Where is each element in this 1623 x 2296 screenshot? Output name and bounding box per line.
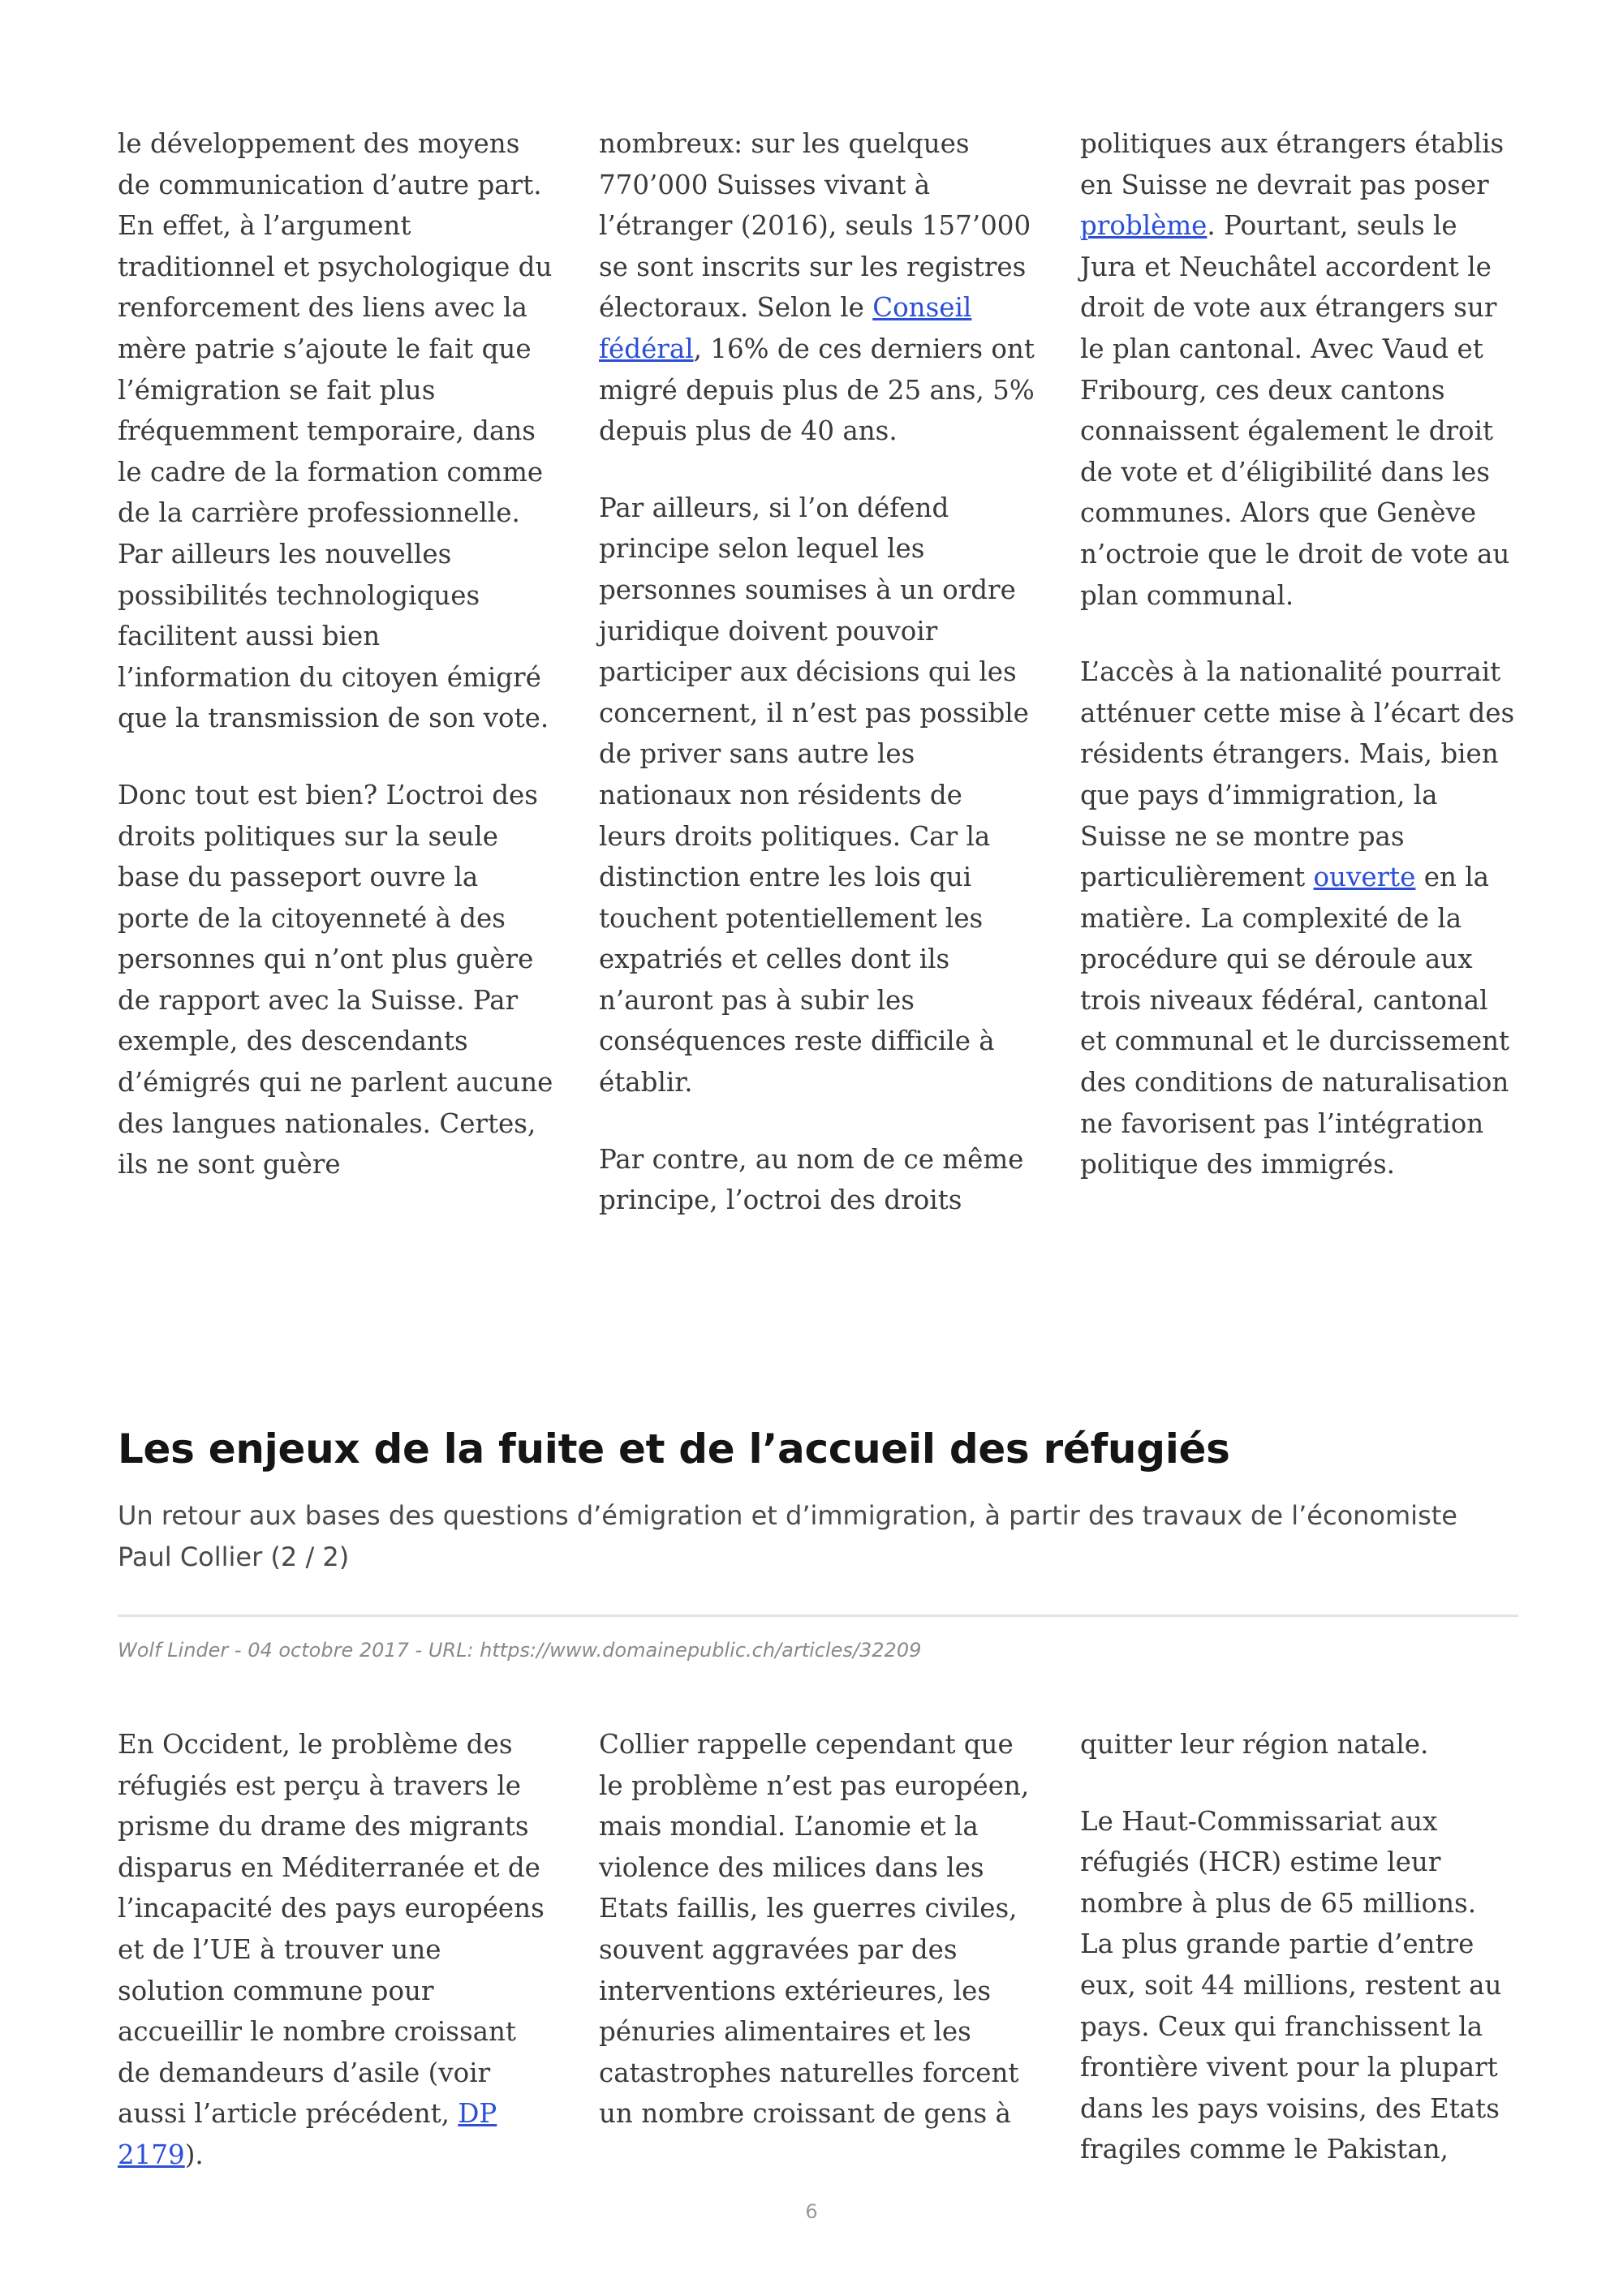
paragraph: le développement des moyens de communication d’autre part. En effet, à l’argument traditionnel et psychologique du renforcement des liens avec la mère patrie s’ajoute le fait que l’émigration se fait plus fréquemment temporaire, dans le cadre de la formation comme de la carrière professionnelle. Par ailleurs les nouvelles possibilités technologiques facilitent aussi bien l’information du citoyen émigré que la transmission de son vote. bbox=[118, 128, 553, 734]
paragraph: Donc tout est bien? L’octroi des droits politiques sur la seule base du passeport ouvre la porte de la citoyenneté à des personnes qui n’ont plus guère de rapport avec la Suisse. Par exemple, des descendants d’émigrés qui ne parlent aucune des langues nationales. Certes, ils ne sont guère bbox=[118, 779, 553, 1180]
dp-2179-link[interactable]: DP 2179 bbox=[118, 2098, 497, 2170]
column-1 bbox=[118, 1724, 555, 2176]
paragraph: quitter leur région natale. bbox=[1080, 1729, 1429, 1760]
paragraph: Collier rappelle cependant que le problème n’est pas européen, mais mondial. L’anomie et la violence des milices dans les Etats faillis, les guerres civiles, souvent aggravées par des interventions extérieures, les pénuries alimentaires et les catastrophes naturelles forcent un nombre croissant de gens à bbox=[599, 1729, 1030, 2130]
article-columns bbox=[118, 1724, 1518, 2176]
paragraph: Le Haut-Commissariat aux réfugiés (HCR) estime leur nombre à plus de 65 millions. La plus grande partie d’entre eux, soit 44 millions, restent au pays. Ceux qui franchissent la frontière vivent pour la plupart dans les pays voisins, des Etats fragiles comme le Pakistan, bbox=[1080, 1805, 1502, 2165]
paragraph: Par ailleurs, si l’on défend principe selon lequel les personnes soumises à un ordre juridique doivent pouvoir participer aux décisions qui les concernent, il n’est pas possible de priver sans autre les nationaux non résidents de leurs droits politiques. Car la distinction entre les lois qui touchent potentiellement les expatriés et celles dont ils n’auront pas à subir les conséquences reste difficile à établir. bbox=[599, 492, 1029, 1099]
column-2 bbox=[599, 123, 1036, 1221]
paragraph: nombreux: sur les quelques 770’000 Suisses vivant à l’étranger (2016), seuls 157’000 se sont inscrits sur les registres électoraux. Selon le Conseil fédéral, 16% de ces derniers ont migré depuis plus de 25 ans, 5% depuis plus de 40 ans. bbox=[599, 128, 1035, 447]
article-subtitle: Un retour aux bases des questions d’émigration et d’immigration, à partir des travaux de l’économiste Paul Collier (2 / 2) bbox=[118, 1500, 1457, 1572]
column-3 bbox=[1080, 1724, 1518, 2176]
paragraph: En Occident, le problème des réfugiés est perçu à travers le prisme du drame des migrants disparus en Méditerranée et de l’incapacité des pays européens et de l’UE à trouver une solution commune pour accueillir le nombre croissant de demandeurs d’asile (voir aussi l’article précédent, DP 2179). bbox=[118, 1729, 545, 2170]
previous-article-columns bbox=[118, 123, 1518, 1221]
article-title: Les enjeux de la fuite et de l’accueil des réfugiés bbox=[118, 1425, 1230, 1473]
probleme-link[interactable]: problème bbox=[1080, 210, 1208, 242]
paragraph: Par contre, au nom de ce même principe, l’octroi des droits bbox=[599, 1143, 1024, 1216]
divider bbox=[118, 1615, 1518, 1617]
column-3 bbox=[1080, 123, 1518, 1221]
article-meta: Wolf Linder - 04 octobre 2017 - URL: https://www.domainepublic.ch/articles/32209 bbox=[118, 1639, 922, 1662]
page-number: 6 bbox=[805, 2200, 818, 2223]
conseil-federal-link[interactable]: Conseil fédéral bbox=[599, 292, 972, 364]
paragraph: politiques aux étrangers établis en Suisse ne devrait pas poser problème. Pourtant, seuls le Jura et Neuchâtel accordent le droit de vote aux étrangers sur le plan cantonal. Avec Vaud et Fribourg, ces deux cantons connaissent également le droit de vote et d’éligibilité dans les communes. Alors que Genève n’octroie que le droit de vote au plan communal. bbox=[1080, 128, 1510, 611]
paragraph: L’accès à la nationalité pourrait atténuer cette mise à l’écart des résidents étrangers. Mais, bien que pays d’immigration, la Suisse ne se montre pas particulièrement ouverte en la matière. La complexité de la procédure qui se déroule aux trois niveaux fédéral, cantonal et communal et le durcissement des conditions de naturalisation ne favorisent pas l’intégration politique des immigrés. bbox=[1080, 656, 1515, 1180]
column-2 bbox=[599, 1724, 1036, 2176]
ouverte-link[interactable]: ouverte bbox=[1313, 862, 1416, 893]
column-1 bbox=[118, 123, 555, 1221]
